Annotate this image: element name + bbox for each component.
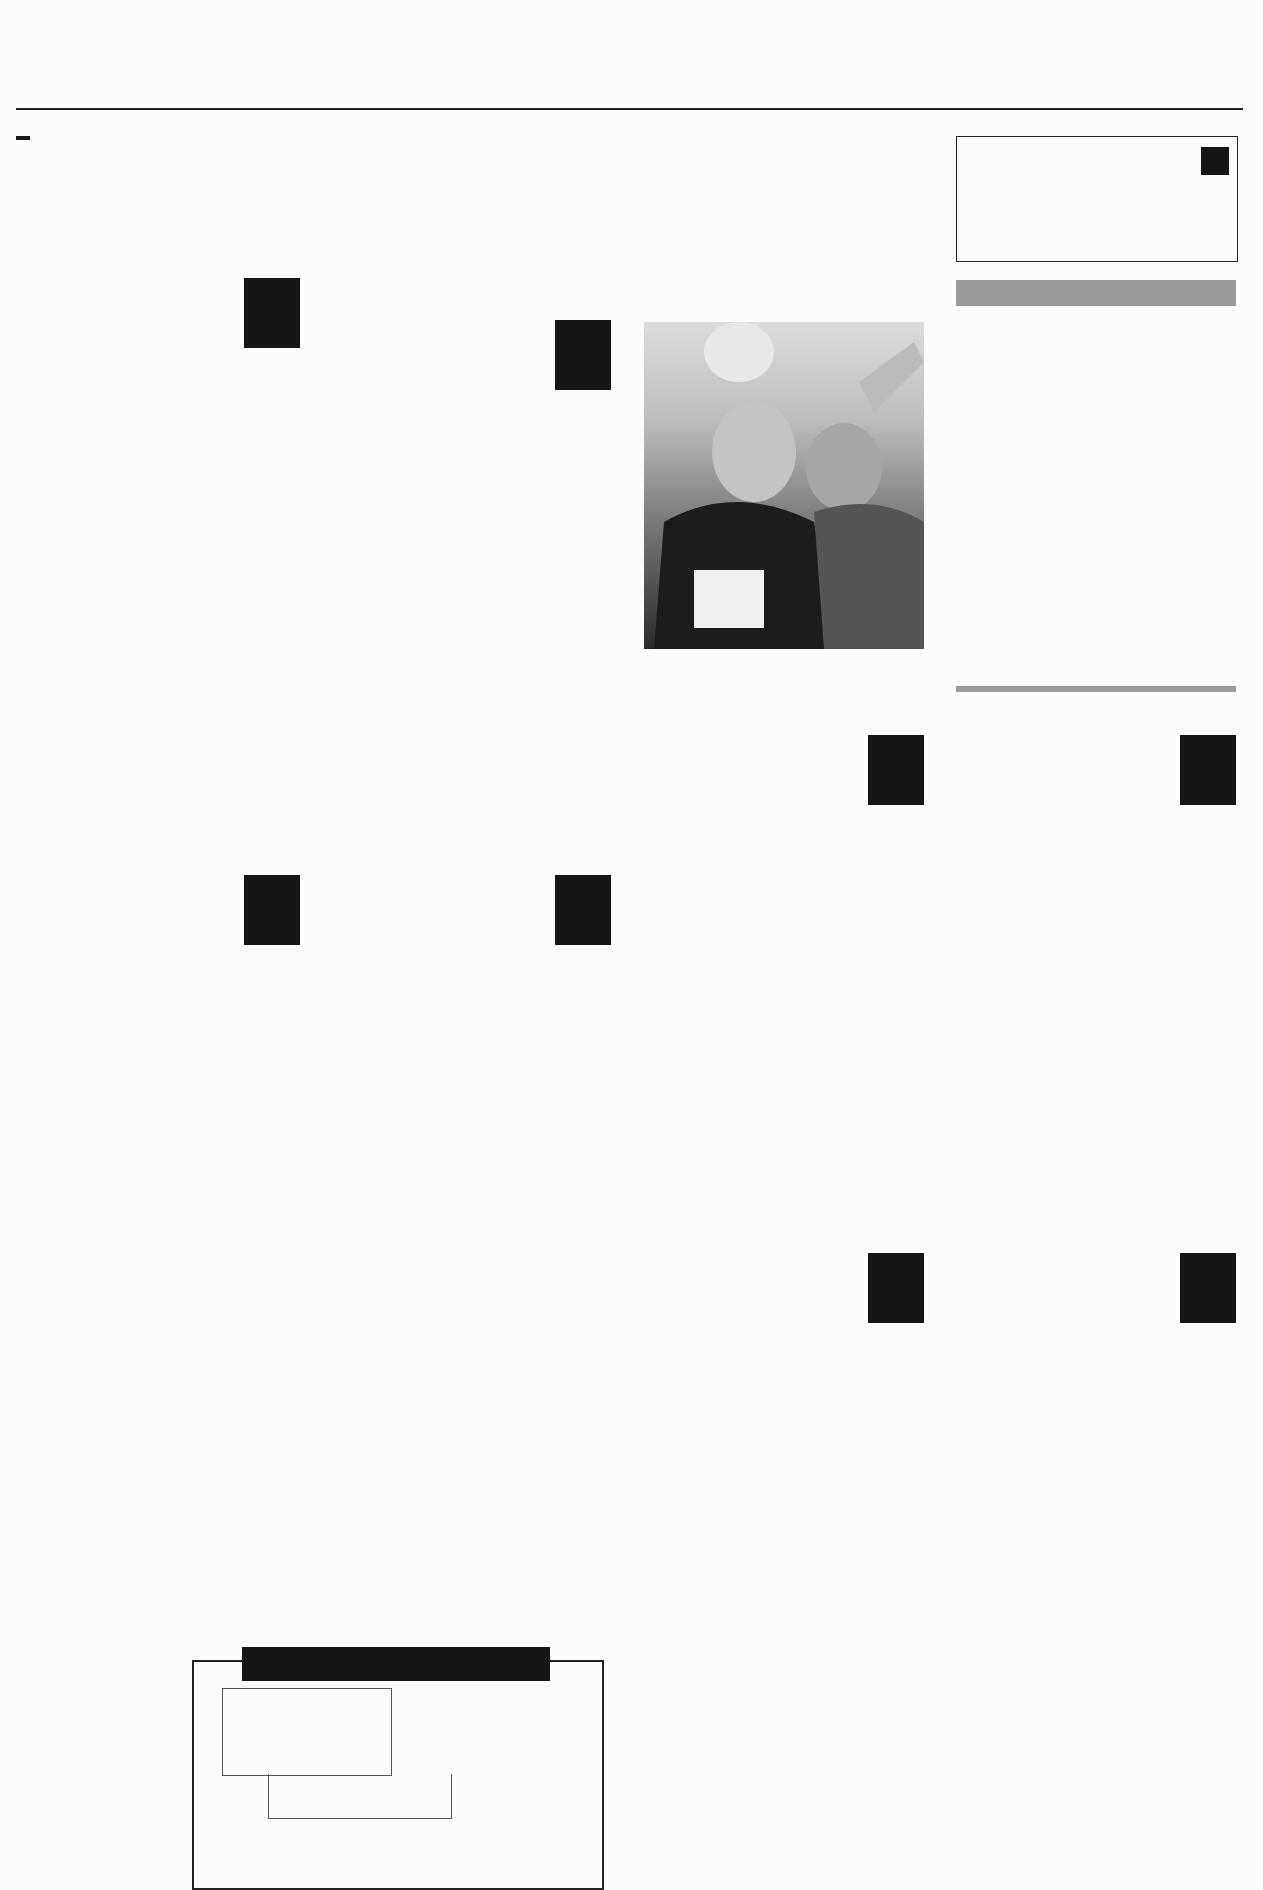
top-scorers xyxy=(16,136,300,140)
player-head-right xyxy=(806,423,882,511)
player-jersey-right xyxy=(814,504,924,649)
match-header xyxy=(644,1251,924,1327)
score-box xyxy=(555,875,611,945)
player-head-left xyxy=(712,402,796,502)
ball-shape xyxy=(704,322,774,382)
bank-advertisement xyxy=(956,136,1238,262)
match-header xyxy=(16,873,300,949)
match-header xyxy=(332,318,611,394)
bank-logo-icon xyxy=(1201,147,1229,175)
jersey-sponsor-logo xyxy=(694,570,764,628)
team-of-the-week-title xyxy=(242,1647,550,1681)
score-box xyxy=(1180,735,1236,805)
score-box xyxy=(244,278,300,348)
header-rule xyxy=(16,108,1243,110)
league-table-title xyxy=(956,280,1236,306)
top-scorers-label xyxy=(16,136,30,140)
score-box xyxy=(868,735,924,805)
goalkeeper-box xyxy=(222,1688,392,1776)
score-box xyxy=(244,875,300,945)
match-header xyxy=(956,1251,1236,1327)
score-box xyxy=(868,1253,924,1323)
match-header xyxy=(332,873,611,949)
penalty-box xyxy=(268,1774,452,1819)
match-header xyxy=(956,733,1236,809)
photo-illustration xyxy=(644,322,924,649)
score-box xyxy=(555,320,611,390)
match-photo xyxy=(644,322,924,649)
table-rule xyxy=(956,686,1236,692)
score-box xyxy=(1180,1253,1236,1323)
player-arm xyxy=(859,342,924,412)
match-header xyxy=(16,276,300,352)
match-header xyxy=(644,733,924,809)
